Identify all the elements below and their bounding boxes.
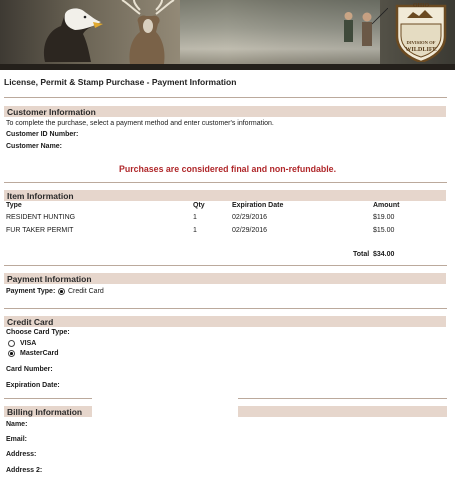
payment-section-header [4, 273, 446, 284]
billing-address2-label: Address 2: [6, 467, 43, 474]
ohio-wildlife-seal [393, 2, 449, 62]
item-amount: $19.00 [373, 214, 395, 221]
credit-card-section-header [4, 316, 446, 327]
billing-section-title: Billing Information [7, 407, 83, 417]
billing-section-header-right [238, 406, 447, 417]
item-expiration: 02/29/2016 [232, 214, 268, 221]
customer-instruction: To complete the purchase, select a payment method and enter customer's information. [6, 120, 274, 127]
billing-email-label: Email: [6, 436, 28, 443]
total-label: Total [353, 251, 370, 258]
item-section-title: Item Information [7, 191, 74, 201]
item-type: RESIDENT HUNTING [6, 214, 76, 221]
bald-eagle-image [35, 4, 105, 62]
customer-section-title: Customer Information [7, 107, 96, 117]
visa-radio[interactable] [8, 340, 15, 347]
banner-bottom-bar [0, 64, 455, 70]
item-qty: 1 [193, 227, 197, 234]
credit-card-option-label[interactable]: Credit Card [68, 288, 104, 295]
mastercard-option-label[interactable]: MasterCard [20, 350, 59, 357]
credit-card-divider-right [238, 398, 447, 399]
card-type-label: Choose Card Type: [6, 329, 70, 336]
customer-name-label: Customer Name: [6, 143, 63, 150]
payment-section-title: Payment Information [7, 274, 92, 284]
customer-section-header [4, 106, 446, 117]
item-divider [4, 265, 447, 266]
billing-name-label: Name: [6, 421, 28, 428]
customer-divider [4, 182, 447, 183]
visa-option-label[interactable]: VISA [20, 340, 37, 347]
deer-image [112, 0, 180, 64]
title-divider [4, 97, 447, 98]
seal-wildlife-text: WILDLIFE [405, 46, 437, 53]
item-section-header [4, 190, 446, 201]
seal-ohio-text: OHIO [412, 3, 430, 9]
non-refundable-notice: Purchases are considered final and non-refundable. [118, 164, 337, 174]
page-title: License, Permit & Stamp Purchase - Payment Information [4, 77, 237, 87]
expiration-date-label: Expiration Date: [6, 382, 60, 389]
column-header-expiration: Expiration Date [232, 202, 284, 209]
item-qty: 1 [193, 214, 197, 221]
anglers-image [338, 8, 388, 62]
total-value: $34.00 [373, 251, 395, 258]
customer-id-label: Customer ID Number: [6, 131, 79, 138]
column-header-type: Type [6, 202, 22, 209]
credit-card-section-title: Credit Card [7, 317, 54, 327]
credit-card-radio[interactable] [58, 288, 65, 295]
column-header-amount: Amount [373, 202, 400, 209]
billing-section-header [4, 406, 92, 417]
credit-card-divider-left [4, 398, 92, 399]
payment-type-label: Payment Type: [6, 288, 56, 295]
item-type: FUR TAKER PERMIT [6, 227, 74, 234]
column-header-qty: Qty [193, 202, 205, 209]
payment-divider [4, 308, 447, 309]
item-amount: $15.00 [373, 227, 395, 234]
mastercard-radio[interactable] [8, 350, 15, 357]
item-expiration: 02/29/2016 [232, 227, 268, 234]
header-banner [0, 0, 455, 70]
card-number-label: Card Number: [6, 366, 53, 373]
seal-division-text: DIVISION OF [406, 40, 436, 45]
billing-address-label: Address: [6, 451, 37, 458]
